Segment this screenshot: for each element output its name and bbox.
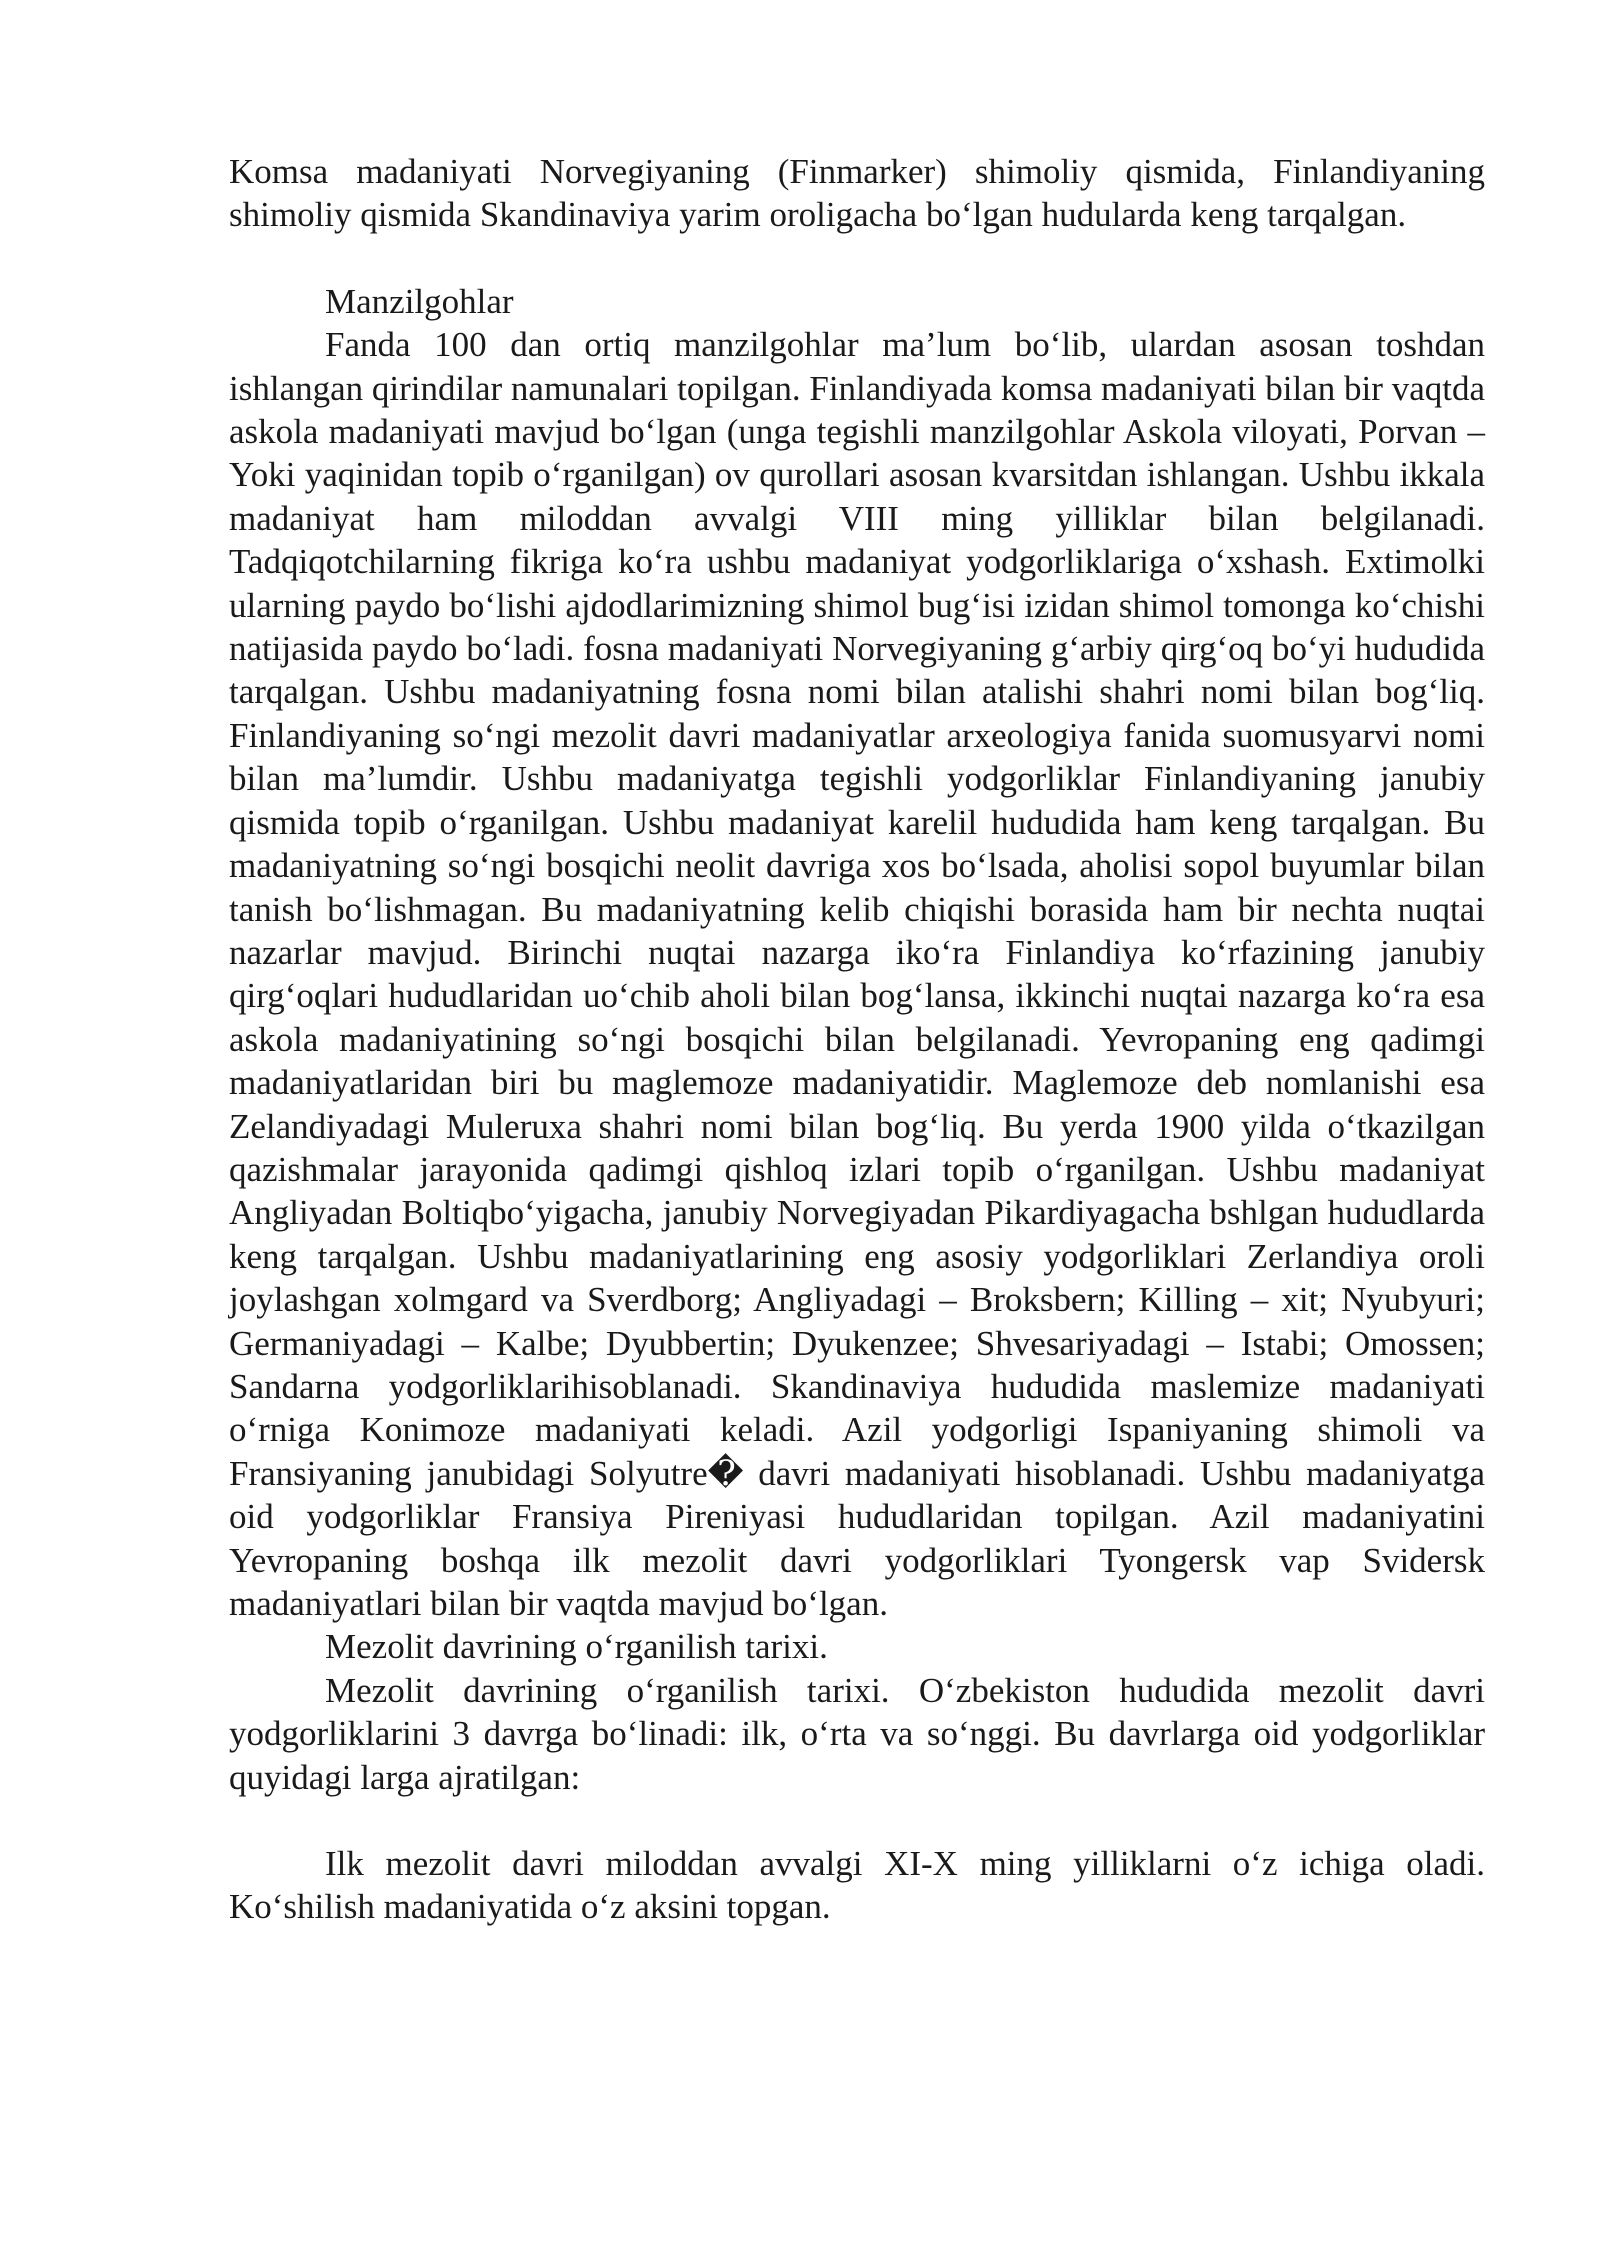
section-heading-history: Mezolit davrining o‘rganilish tarixi. xyxy=(325,1627,828,1667)
section-heading-settlements: Manzilgohlar xyxy=(325,281,514,321)
main-paragraph: Fanda 100 dan ortiq manzilgohlar ma’lum bo‘lib, ulardan asosan toshdan ishlangan qirindilar namunalari topilgan. Finlandiyada komsa madaniyati bilan bir vaqtda askola madaniyati mavjud bo‘lgan (unga tegishli manzilgohlar Askola viloyati, Porvan – Yoki yaqinidan topib o‘rganilgan) ov qurollari asosan kvarsitdan ishlangan. Ushbu ikkala madaniyat ham miloddan avvalgi VIII ming yilliklar bilan belgilanadi. Tadqiqotchilarning fikriga ko‘ra ushbu madaniyat yodgorliklariga o‘xshash. Extimolki ularning paydo bo‘lishi ajdodlarimizning shimol bug‘isi izidan shimol tomonga ko‘chishi natijasida paydo bo‘ladi. fosna madaniyati Norvegiyaning g‘arbiy qirg‘oq bo‘yi hududida tarqalgan. Ushbu madaniyatning fosna nomi bilan atalishi shahri nomi bilan bog‘liq. Finlandiyaning so‘ngi mezolit davri madaniyatlar arxeologiya fanida suomusyarvi nomi bilan ma’lumdir. Ushbu madaniyatga tegishli yodgorliklar Finlandiyaning janubiy qismida topib o‘rganilgan. Ushbu madaniyat karelil hududida ham keng tarqalgan. Bu madaniyatning so‘ngi bosqichi neolit davriga xos bo‘lsada, aholisi sopol buyumlar bilan tanish bo‘lishmagan. Bu madaniyatning kelib chiqishi borasida ham bir nechta nuqtai nazarlar mavjud. Birinchi nuqtai nazarga iko‘ra Finlandiya ko‘rfazining janubiy qirg‘oqlari hududlaridan uo‘chib aholi bilan bog‘lansa, ikkinchi nuqtai nazarga ko‘ra esa askola madaniyatining so‘ngi bosqichi bilan belgilanadi. Yevropaning eng qadimgi madaniyatlaridan biri bu maglemoze madaniyatidir. Maglemoze deb nomlanishi esa Zelandiyadagi Muleruxa shahri nomi bilan bog‘liq. Bu yerda 1900 yilda o‘tkazilgan qazishmalar jarayonida qadimgi qishloq izlari topib o‘rganilgan. Ushbu madaniyat Angliyadan Boltiqbo‘yigacha, janubiy Norvegiyadan Pikardiyagacha bshlgan hududlarda keng tarqalgan. Ushbu madaniyatlarining eng asosiy yodgorliklari Zerlandiya oroli joylashgan xolmgard va Sverdborg; Angliyadagi – Broksbern; Killing – xit; Nyubyuri; Germaniyadagi – Kalbe; Dyubbertin; Dyukenzee; Shvesariyadagi – Istabi; Omossen; Sandarna yodgorliklarihisoblanadi. Skandinaviya hududida maslemize madaniyati o‘rniga Konimoze madaniyati keladi. Azil yodgorligi Ispaniyaning shimoli va Fransiyaning janubidagi Solyutre� davri madaniyati hisoblanadi. Ushbu madaniyatga oid yodgorliklar Fransiya Pireniyasi hududlaridan topilgan. Azil madaniyatini Yevropaning boshqa ilk mezolit davri yodgorliklari Tyongersk vap Svidersk madaniyatlari bilan bir vaqtda mavjud bo‘lgan. xyxy=(229,325,1485,1623)
intro-paragraph: Komsa madaniyati Norvegiyaning (Finmarker) shimoliy qismida, Finlandiyaning shimoliy qismida Skandinaviya yarim oroligacha bo‘lgan hudularda keng tarqalgan. xyxy=(229,152,1485,235)
document-page xyxy=(229,150,1485,1929)
history-paragraph: Mezolit davrining o‘rganilish tarixi. O‘zbekiston hududida mezolit davri yodgorliklarini 3 davrga bo‘linadi: ilk, o‘rta va so‘nggi. Bu davrlarga oid yodgorliklar quyidagi larga ajratilgan: xyxy=(229,1670,1485,1797)
early-mesolithic-paragraph: Ilk mezolit davri miloddan avvalgi XI-X ming yilliklarni o‘z ichiga oladi. Ko‘shilish madaniyatida o‘z aksini topgan. xyxy=(229,1844,1485,1927)
